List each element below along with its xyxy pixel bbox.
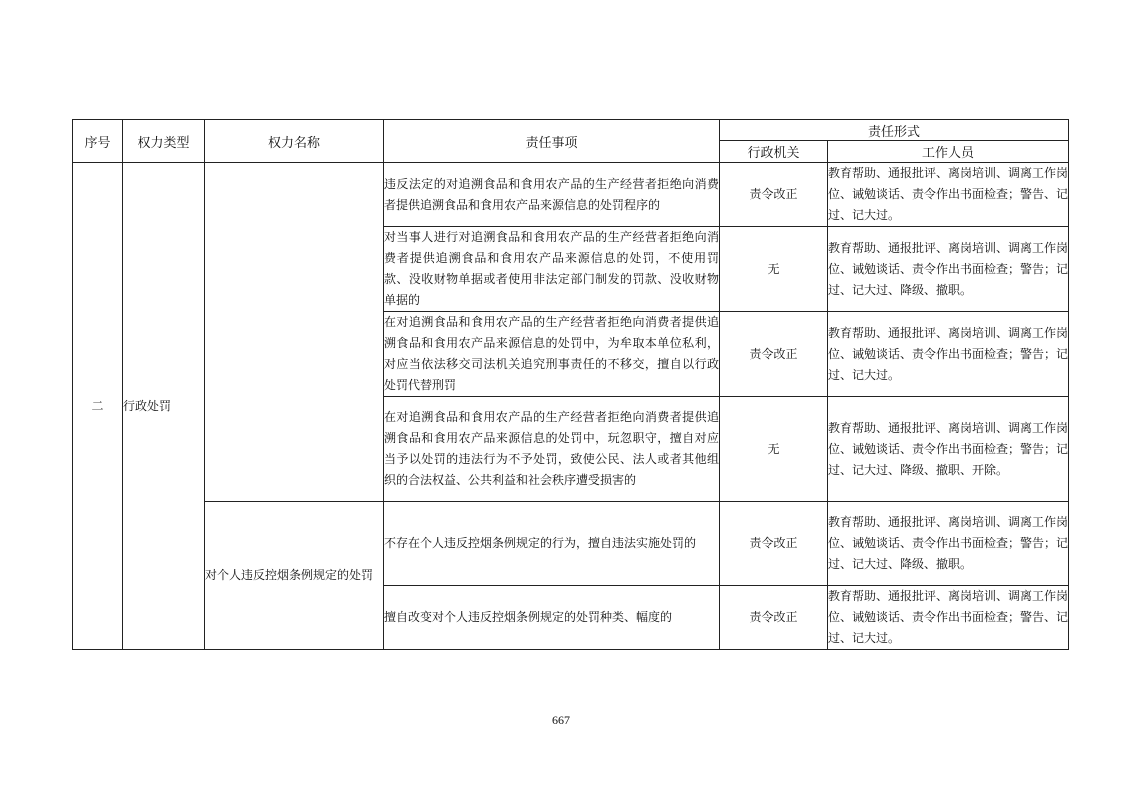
staff-cell: 教育帮助、通报批评、离岗培训、调离工作岗位、诫勉谈话、责令作出书面检查；警告；记过、记大过、降级、撤职。 bbox=[828, 227, 1069, 312]
duty-cell: 违反法定的对追溯食品和食用农产品的生产经营者拒绝向消费者提供追溯食品和食用农产品来源信息的处罚程序的 bbox=[384, 163, 720, 227]
header-power-name: 权力名称 bbox=[205, 120, 384, 163]
seq-cell: 二 bbox=[73, 163, 123, 650]
staff-cell: 教育帮助、通报批评、离岗培训、调离工作岗位、诫勉谈话、责令作出书面检查；警告；记过、记大过、降级、撤职。 bbox=[828, 502, 1069, 586]
power-name-cell: 对个人违反控烟条例规定的处罚 bbox=[205, 502, 384, 650]
duty-cell: 不存在个人违反控烟条例规定的行为，擅自违法实施处罚的 bbox=[384, 502, 720, 586]
header-power-type: 权力类型 bbox=[123, 120, 205, 163]
admin-cell: 责令改正 bbox=[720, 502, 828, 586]
header-admin: 行政机关 bbox=[720, 141, 828, 163]
duty-cell: 在对追溯食品和食用农产品的生产经营者拒绝向消费者提供追溯食品和食用农产品来源信息的处罚中，为牟取本单位私利，对应当依法移交司法机关追究刑事责任的不移交，擅自以行政处罚代替刑罚 bbox=[384, 312, 720, 397]
duty-cell: 在对追溯食品和食用农产品的生产经营者拒绝向消费者提供追溯食品和食用农产品来源信息的处罚中，玩忽职守，擅自对应当予以处罚的违法行为不予处罚，致使公民、法人或者其他组织的合法权益、公共利益和社会秩序遭受损害的 bbox=[384, 397, 720, 502]
header-duty: 责任事项 bbox=[384, 120, 720, 163]
admin-cell: 责令改正 bbox=[720, 312, 828, 397]
admin-cell: 无 bbox=[720, 227, 828, 312]
header-form: 责任形式 bbox=[720, 120, 1069, 141]
admin-cell: 责令改正 bbox=[720, 586, 828, 650]
staff-cell: 教育帮助、通报批评、离岗培训、调离工作岗位、诫勉谈话、责令作出书面检查；警告、记过、记大过。 bbox=[828, 586, 1069, 650]
power-type-cell: 行政处罚 bbox=[123, 163, 205, 650]
admin-cell: 无 bbox=[720, 397, 828, 502]
header-row bbox=[73, 120, 1069, 141]
power-name-cell-empty bbox=[205, 163, 384, 502]
responsibility-table bbox=[72, 119, 1069, 650]
admin-cell: 责令改正 bbox=[720, 163, 828, 227]
table-row bbox=[73, 502, 1069, 586]
duty-cell: 对当事人进行对追溯食品和食用农产品的生产经营者拒绝向消费者提供追溯食品和食用农产品来源信息的处罚，不使用罚款、没收财物单据或者使用非法定部门制发的罚款、没收财物单据的 bbox=[384, 227, 720, 312]
header-staff: 工作人员 bbox=[828, 141, 1069, 163]
table-row bbox=[73, 163, 1069, 227]
header-seq: 序号 bbox=[73, 120, 123, 163]
staff-cell: 教育帮助、通报批评、离岗培训、调离工作岗位、诫勉谈话、责令作出书面检查；警告；记过、记大过、降级、撤职、开除。 bbox=[828, 397, 1069, 502]
duty-cell: 擅自改变对个人违反控烟条例规定的处罚种类、幅度的 bbox=[384, 586, 720, 650]
staff-cell: 教育帮助、通报批评、离岗培训、调离工作岗位、诫勉谈话、责令作出书面检查；警告；记过、记大过。 bbox=[828, 312, 1069, 397]
page-number: 667 bbox=[552, 713, 570, 727]
staff-cell: 教育帮助、通报批评、离岗培训、调离工作岗位、诫勉谈话、责令作出书面检查；警告、记过、记大过。 bbox=[828, 163, 1069, 227]
